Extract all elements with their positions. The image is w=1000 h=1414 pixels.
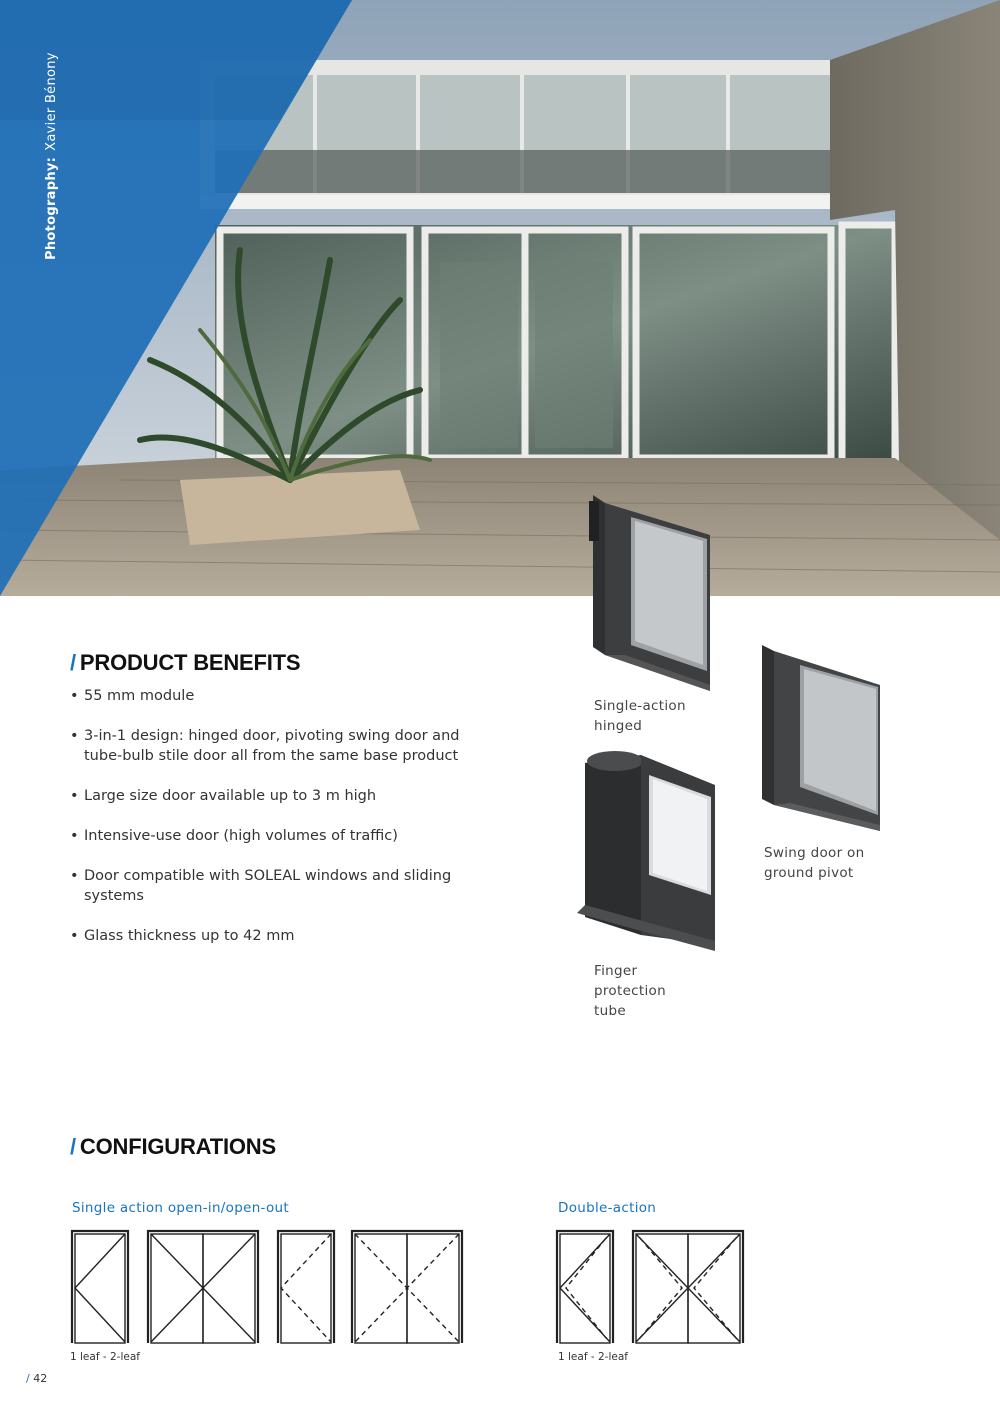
benefits-title xyxy=(70,650,300,676)
photo-credit-name: Xavier Bénony xyxy=(44,52,59,151)
benefit-item: • Intensive-use door (high volumes of traffic) xyxy=(70,826,470,846)
single-action-caption: Single-action hinged xyxy=(594,698,686,734)
benefit-item: • 3-in-1 design: hinged door, pivoting swing door and tube-bulb stile door all from the same base product xyxy=(70,726,470,766)
diagram-double-1-leaf xyxy=(557,1231,613,1343)
configurations-title-text: CONFIGURATIONS xyxy=(79,1134,276,1159)
finger-tube-profile-image xyxy=(575,745,725,955)
page-number-value: 42 xyxy=(33,1372,48,1385)
diagram-2-leaf-out xyxy=(148,1231,258,1343)
swing-door-profile-image xyxy=(760,645,890,835)
diagram-double-2-leaf xyxy=(633,1231,743,1343)
benefit-item: • Large size door available up to 3 m high xyxy=(70,786,470,806)
diagram-1-leaf-in xyxy=(278,1231,334,1343)
benefit-item: • Glass thickness up to 42 mm xyxy=(70,926,470,946)
single-action-diagrams xyxy=(70,1228,470,1346)
double-action-diagrams xyxy=(555,1228,755,1346)
title-slash: / xyxy=(70,1134,76,1159)
courtyard-illustration xyxy=(0,0,1000,596)
benefits-title-text: PRODUCT BENEFITS xyxy=(79,650,301,675)
configurations-title xyxy=(70,1134,276,1160)
page-number-slash: / xyxy=(26,1372,30,1385)
page-number xyxy=(26,1372,47,1385)
photo-credit-label: Photography: xyxy=(44,156,59,260)
benefit-item: • Door compatible with SOLEAL windows and sliding systems xyxy=(70,866,470,906)
swing-door-caption: Swing door on ground pivot xyxy=(764,845,865,881)
benefits-list xyxy=(70,686,470,966)
single-action-config-label: Single action open-in/open-out xyxy=(72,1200,289,1216)
single-action-profile-image xyxy=(585,495,725,695)
single-action-leaf-label: 1 leaf - 2-leaf xyxy=(70,1351,140,1363)
double-action-config-label: Double-action xyxy=(558,1200,657,1216)
benefit-item: • 55 mm module xyxy=(70,686,470,706)
double-action-leaf-label: 1 leaf - 2-leaf xyxy=(558,1351,628,1363)
title-slash: / xyxy=(70,650,76,675)
photo-credit xyxy=(44,52,59,260)
diagram-1-leaf-out xyxy=(72,1231,128,1343)
finger-tube-caption: Finger protection tube xyxy=(594,963,666,1019)
hero-photo xyxy=(0,0,1000,596)
diagram-2-leaf-in xyxy=(352,1231,462,1343)
